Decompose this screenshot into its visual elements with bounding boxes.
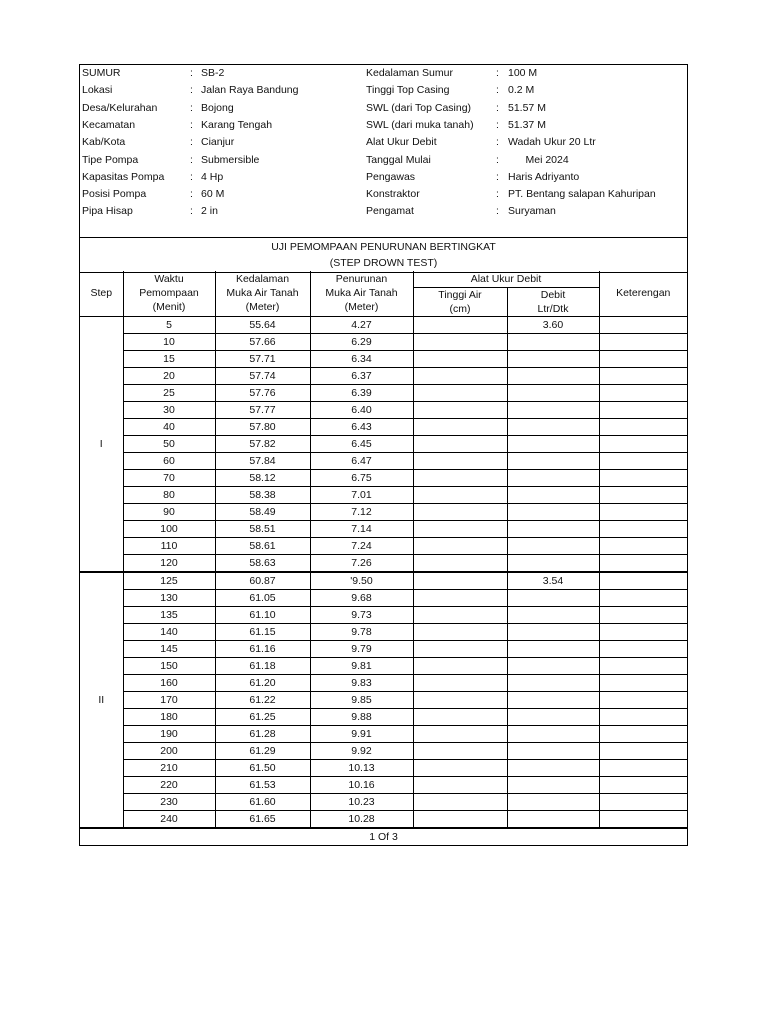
- cell-keterangan: [599, 759, 687, 776]
- cell-kedalaman: 57.82: [215, 435, 310, 452]
- table-row: [80, 486, 687, 503]
- info-value: Jalan Raya Bandung: [201, 84, 299, 97]
- cell-penurunan: 9.79: [310, 640, 413, 657]
- step-label: I: [80, 316, 123, 572]
- cell-kedalaman: 61.16: [215, 640, 310, 657]
- cell-keterangan: [599, 316, 687, 333]
- cell-debit: [507, 503, 599, 520]
- cell-kedalaman: 55.64: [215, 316, 310, 333]
- cell-waktu: 80: [123, 486, 215, 503]
- info-colon: :: [190, 153, 193, 166]
- table-row: [80, 640, 687, 657]
- cell-keterangan: [599, 469, 687, 486]
- cell-keterangan: [599, 520, 687, 537]
- cell-tinggi: [413, 623, 507, 640]
- cell-debit: [507, 691, 599, 708]
- cell-debit: [507, 469, 599, 486]
- test-title: [80, 237, 687, 273]
- cell-tinggi: [413, 708, 507, 725]
- info-label: Posisi Pompa: [82, 188, 147, 201]
- info-label: Tinggi Top Casing: [366, 84, 450, 97]
- cell-debit: [507, 657, 599, 674]
- cell-keterangan: [599, 452, 687, 469]
- cell-debit: [507, 367, 599, 384]
- cell-kedalaman: 57.76: [215, 384, 310, 401]
- cell-tinggi: [413, 401, 507, 418]
- info-label: Pipa Hisap: [82, 205, 133, 218]
- cell-penurunan: 6.34: [310, 350, 413, 367]
- info-colon: :: [190, 101, 193, 114]
- cell-debit: [507, 350, 599, 367]
- cell-tinggi: [413, 742, 507, 759]
- cell-tinggi: [413, 793, 507, 810]
- info-colon: :: [190, 205, 193, 218]
- cell-penurunan: 6.75: [310, 469, 413, 486]
- cell-keterangan: [599, 503, 687, 520]
- cell-penurunan: 7.26: [310, 554, 413, 572]
- table-row: [80, 469, 687, 486]
- cell-penurunan: 10.28: [310, 810, 413, 827]
- step-label: II: [80, 572, 123, 828]
- info-colon: :: [190, 84, 193, 97]
- cell-keterangan: [599, 742, 687, 759]
- cell-penurunan: 9.68: [310, 589, 413, 606]
- cell-kedalaman: 61.65: [215, 810, 310, 827]
- cell-tinggi: [413, 674, 507, 691]
- cell-keterangan: [599, 725, 687, 742]
- info-value: Cianjur: [201, 136, 235, 149]
- info-label: SWL (dari muka tanah): [366, 118, 474, 131]
- info-value: Karang Tengah: [201, 118, 273, 131]
- cell-kedalaman: 61.22: [215, 691, 310, 708]
- cell-penurunan: 7.24: [310, 537, 413, 554]
- title-line-2: (STEP DROWN TEST): [329, 257, 438, 269]
- table-row: [80, 776, 687, 793]
- cell-waktu: 220: [123, 776, 215, 793]
- info_right-info-row: [80, 203, 687, 220]
- info_right-info-row: [80, 65, 687, 82]
- cell-kedalaman: 61.60: [215, 793, 310, 810]
- cell-kedalaman: 57.77: [215, 401, 310, 418]
- table-row: [80, 520, 687, 537]
- info-value: 51.57 M: [508, 101, 546, 114]
- cell-keterangan: [599, 350, 687, 367]
- cell-penurunan: 9.81: [310, 657, 413, 674]
- info_right-info-row: [80, 117, 687, 134]
- info-label: Desa/Kelurahan: [82, 101, 158, 114]
- info-colon: :: [496, 170, 499, 183]
- cell-tinggi: [413, 640, 507, 657]
- cell-kedalaman: 61.28: [215, 725, 310, 742]
- info-colon: :: [190, 136, 193, 149]
- cell-penurunan: 9.91: [310, 725, 413, 742]
- cell-keterangan: [599, 486, 687, 503]
- table-row: [80, 657, 687, 674]
- cell-debit: [507, 810, 599, 827]
- cell-kedalaman: 61.50: [215, 759, 310, 776]
- cell-keterangan: [599, 640, 687, 657]
- info-colon: :: [190, 188, 193, 201]
- info_right-info-row: [80, 100, 687, 117]
- cell-penurunan: 6.39: [310, 384, 413, 401]
- cell-waktu: 30: [123, 401, 215, 418]
- cell-penurunan: 6.43: [310, 418, 413, 435]
- info-label: Pengawas: [366, 170, 416, 183]
- cell-kedalaman: 61.53: [215, 776, 310, 793]
- cell-debit: [507, 401, 599, 418]
- cell-kedalaman: 57.80: [215, 418, 310, 435]
- cell-kedalaman: 61.20: [215, 674, 310, 691]
- cell-keterangan: [599, 589, 687, 606]
- info-colon: :: [496, 84, 499, 97]
- header-keterangan: Keterengan: [599, 271, 687, 316]
- cell-keterangan: [599, 606, 687, 623]
- cell-waktu: 15: [123, 350, 215, 367]
- info-label: SUMUR: [82, 67, 121, 79]
- table-row: [80, 554, 687, 572]
- cell-kedalaman: 61.05: [215, 589, 310, 606]
- table-row: [80, 452, 687, 469]
- table-row: [80, 503, 687, 520]
- cell-tinggi: [413, 316, 507, 333]
- cell-tinggi: [413, 572, 507, 590]
- info-label: Alat Ukur Debit: [366, 136, 437, 149]
- table-row: [80, 793, 687, 810]
- table-row: [80, 384, 687, 401]
- cell-waktu: 60: [123, 452, 215, 469]
- info-colon: :: [496, 205, 499, 218]
- table-row: [80, 572, 687, 590]
- info-colon: :: [190, 67, 193, 79]
- cell-waktu: 200: [123, 742, 215, 759]
- table-row: [80, 606, 687, 623]
- table-row: [80, 725, 687, 742]
- cell-waktu: 100: [123, 520, 215, 537]
- cell-tinggi: [413, 554, 507, 572]
- cell-penurunan: 6.45: [310, 435, 413, 452]
- cell-waktu: 230: [123, 793, 215, 810]
- header-debit: Debit Ltr/Dtk: [507, 287, 599, 316]
- cell-waktu: 160: [123, 674, 215, 691]
- cell-keterangan: [599, 793, 687, 810]
- cell-penurunan: 9.73: [310, 606, 413, 623]
- cell-keterangan: [599, 537, 687, 554]
- cell-waktu: 150: [123, 657, 215, 674]
- cell-debit: [507, 742, 599, 759]
- info-label: Kapasitas Pompa: [82, 170, 165, 183]
- info-colon: :: [496, 101, 499, 114]
- cell-debit: [507, 623, 599, 640]
- table-row: [80, 418, 687, 435]
- info-value: 0.2 M: [508, 84, 535, 97]
- table-row: [80, 401, 687, 418]
- cell-keterangan: [599, 810, 687, 827]
- cell-tinggi: [413, 418, 507, 435]
- header-kedalaman: Kedalaman Muka Air Tanah (Meter): [215, 271, 310, 316]
- info-value: 100 M: [508, 67, 538, 79]
- info-value: 4 Hp: [201, 170, 224, 183]
- pumping-test-table: [80, 271, 687, 828]
- cell-debit: [507, 759, 599, 776]
- info-value: 51.37 M: [508, 118, 546, 131]
- info-label: Tipe Pompa: [82, 153, 139, 166]
- cell-kedalaman: 58.63: [215, 554, 310, 572]
- cell-debit: [507, 793, 599, 810]
- cell-waktu: 190: [123, 725, 215, 742]
- cell-kedalaman: 57.66: [215, 333, 310, 350]
- cell-kedalaman: 58.51: [215, 520, 310, 537]
- cell-penurunan: 10.13: [310, 759, 413, 776]
- title-line-1: UJI PEMOMPAAN PENURUNAN BERTINGKAT: [271, 241, 496, 253]
- cell-debit: [507, 776, 599, 793]
- cell-keterangan: [599, 333, 687, 350]
- info-label: Kab/Kota: [82, 136, 126, 149]
- cell-kedalaman: 58.38: [215, 486, 310, 503]
- page-number: 1 Of 3: [80, 828, 687, 846]
- header-step: Step: [80, 271, 123, 316]
- cell-debit: [507, 554, 599, 572]
- cell-waktu: 110: [123, 537, 215, 554]
- info_right-info-row: [80, 82, 687, 99]
- cell-debit: [507, 708, 599, 725]
- cell-waktu: 210: [123, 759, 215, 776]
- table-row: [80, 333, 687, 350]
- cell-tinggi: [413, 384, 507, 401]
- cell-waktu: 10: [123, 333, 215, 350]
- cell-penurunan: 7.12: [310, 503, 413, 520]
- cell-kedalaman: 57.74: [215, 367, 310, 384]
- table-row: [80, 537, 687, 554]
- cell-penurunan: 4.27: [310, 316, 413, 333]
- table-row: [80, 316, 687, 333]
- cell-tinggi: [413, 759, 507, 776]
- cell-waktu: 5: [123, 316, 215, 333]
- cell-keterangan: [599, 708, 687, 725]
- info_right-info-row: [80, 186, 687, 203]
- well-info-section: [80, 65, 687, 237]
- cell-debit: [507, 333, 599, 350]
- cell-waktu: 125: [123, 572, 215, 590]
- table-row: [80, 435, 687, 452]
- cell-kedalaman: 57.84: [215, 452, 310, 469]
- header-alat-ukur-debit: Alat Ukur Debit: [413, 271, 599, 287]
- info-label: Konstraktor: [366, 188, 420, 201]
- cell-waktu: 140: [123, 623, 215, 640]
- cell-tinggi: [413, 520, 507, 537]
- cell-waktu: 50: [123, 435, 215, 452]
- cell-penurunan: '9.50: [310, 572, 413, 590]
- cell-waktu: 240: [123, 810, 215, 827]
- cell-waktu: 20: [123, 367, 215, 384]
- cell-kedalaman: 61.29: [215, 742, 310, 759]
- cell-keterangan: [599, 418, 687, 435]
- info-colon: :: [496, 136, 499, 149]
- cell-keterangan: [599, 435, 687, 452]
- cell-debit: [507, 486, 599, 503]
- table-row: [80, 759, 687, 776]
- cell-penurunan: 6.40: [310, 401, 413, 418]
- info-value: 2 in: [201, 205, 218, 218]
- cell-tinggi: [413, 537, 507, 554]
- info-value: Mei 2024: [508, 153, 569, 166]
- cell-keterangan: [599, 384, 687, 401]
- cell-debit: [507, 435, 599, 452]
- cell-waktu: 25: [123, 384, 215, 401]
- cell-penurunan: 7.14: [310, 520, 413, 537]
- info-label: Pengamat: [366, 205, 414, 218]
- info-label: Tanggal Mulai: [366, 153, 431, 166]
- header-tinggi-air: Tinggi Air (cm): [413, 287, 507, 316]
- table-row: [80, 708, 687, 725]
- cell-keterangan: [599, 554, 687, 572]
- info-value: Haris Adriyanto: [508, 170, 580, 183]
- data-sheet: [79, 64, 688, 846]
- cell-kedalaman: 61.15: [215, 623, 310, 640]
- cell-tinggi: [413, 657, 507, 674]
- cell-keterangan: [599, 691, 687, 708]
- info_right-info-row: [80, 134, 687, 151]
- table-row: [80, 589, 687, 606]
- info-colon: :: [190, 170, 193, 183]
- cell-penurunan: 10.23: [310, 793, 413, 810]
- info_right-info-row: [80, 152, 687, 169]
- cell-penurunan: 9.85: [310, 691, 413, 708]
- cell-kedalaman: 60.87: [215, 572, 310, 590]
- cell-tinggi: [413, 452, 507, 469]
- cell-keterangan: [599, 657, 687, 674]
- cell-keterangan: [599, 401, 687, 418]
- cell-penurunan: 9.83: [310, 674, 413, 691]
- info-value: SB-2: [201, 67, 225, 79]
- cell-debit: 3.54: [507, 572, 599, 590]
- cell-waktu: 145: [123, 640, 215, 657]
- table-row: [80, 367, 687, 384]
- cell-kedalaman: 58.12: [215, 469, 310, 486]
- info-label: SWL (dari Top Casing): [366, 101, 472, 114]
- info-label: Lokasi: [82, 84, 113, 97]
- cell-penurunan: 7.01: [310, 486, 413, 503]
- cell-waktu: 120: [123, 554, 215, 572]
- cell-debit: 3.60: [507, 316, 599, 333]
- header-penurunan: Penurunan Muka Air Tanah (Meter): [310, 271, 413, 316]
- info-value: 60 M: [201, 188, 225, 201]
- cell-tinggi: [413, 469, 507, 486]
- info_right-info-row: [80, 169, 687, 186]
- cell-waktu: 90: [123, 503, 215, 520]
- table-row: [80, 810, 687, 827]
- table-row: [80, 623, 687, 640]
- cell-penurunan: 6.47: [310, 452, 413, 469]
- cell-kedalaman: 57.71: [215, 350, 310, 367]
- cell-keterangan: [599, 572, 687, 590]
- cell-waktu: 130: [123, 589, 215, 606]
- info-colon: :: [496, 153, 499, 166]
- table-row: [80, 350, 687, 367]
- info-label: Kedalaman Sumur: [366, 67, 453, 79]
- cell-tinggi: [413, 503, 507, 520]
- cell-tinggi: [413, 589, 507, 606]
- info-value: PT. Bentang salapan Kahuripan: [508, 188, 656, 201]
- cell-penurunan: 9.92: [310, 742, 413, 759]
- cell-kedalaman: 61.25: [215, 708, 310, 725]
- cell-debit: [507, 418, 599, 435]
- info-label: Kecamatan: [82, 118, 136, 131]
- cell-debit: [507, 384, 599, 401]
- cell-waktu: 70: [123, 469, 215, 486]
- table-row: [80, 674, 687, 691]
- cell-debit: [507, 640, 599, 657]
- cell-penurunan: 9.78: [310, 623, 413, 640]
- cell-waktu: 40: [123, 418, 215, 435]
- cell-debit: [507, 520, 599, 537]
- cell-kedalaman: 58.61: [215, 537, 310, 554]
- cell-tinggi: [413, 691, 507, 708]
- cell-kedalaman: 61.18: [215, 657, 310, 674]
- cell-waktu: 170: [123, 691, 215, 708]
- cell-debit: [507, 725, 599, 742]
- info-value: Wadah Ukur 20 Ltr: [508, 136, 596, 149]
- table-row: [80, 691, 687, 708]
- cell-tinggi: [413, 367, 507, 384]
- cell-tinggi: [413, 776, 507, 793]
- cell-keterangan: [599, 623, 687, 640]
- cell-penurunan: 10.16: [310, 776, 413, 793]
- cell-debit: [507, 606, 599, 623]
- cell-keterangan: [599, 367, 687, 384]
- info-value: Submersible: [201, 153, 260, 166]
- cell-debit: [507, 589, 599, 606]
- cell-keterangan: [599, 674, 687, 691]
- cell-keterangan: [599, 776, 687, 793]
- cell-penurunan: 9.88: [310, 708, 413, 725]
- cell-tinggi: [413, 333, 507, 350]
- info-colon: :: [496, 188, 499, 201]
- header-waktu: Waktu Pemompaan (Menit): [123, 271, 215, 316]
- cell-tinggi: [413, 350, 507, 367]
- info-colon: :: [496, 67, 499, 79]
- cell-waktu: 135: [123, 606, 215, 623]
- info-value: Suryaman: [508, 205, 556, 218]
- cell-tinggi: [413, 435, 507, 452]
- cell-kedalaman: 61.10: [215, 606, 310, 623]
- cell-tinggi: [413, 606, 507, 623]
- cell-tinggi: [413, 725, 507, 742]
- cell-penurunan: 6.29: [310, 333, 413, 350]
- info-colon: :: [496, 118, 499, 131]
- cell-waktu: 180: [123, 708, 215, 725]
- cell-tinggi: [413, 486, 507, 503]
- info-value: Bojong: [201, 101, 234, 114]
- info-colon: :: [190, 118, 193, 131]
- cell-tinggi: [413, 810, 507, 827]
- table-row: [80, 742, 687, 759]
- cell-kedalaman: 58.49: [215, 503, 310, 520]
- cell-debit: [507, 452, 599, 469]
- cell-penurunan: 6.37: [310, 367, 413, 384]
- cell-debit: [507, 537, 599, 554]
- cell-debit: [507, 674, 599, 691]
